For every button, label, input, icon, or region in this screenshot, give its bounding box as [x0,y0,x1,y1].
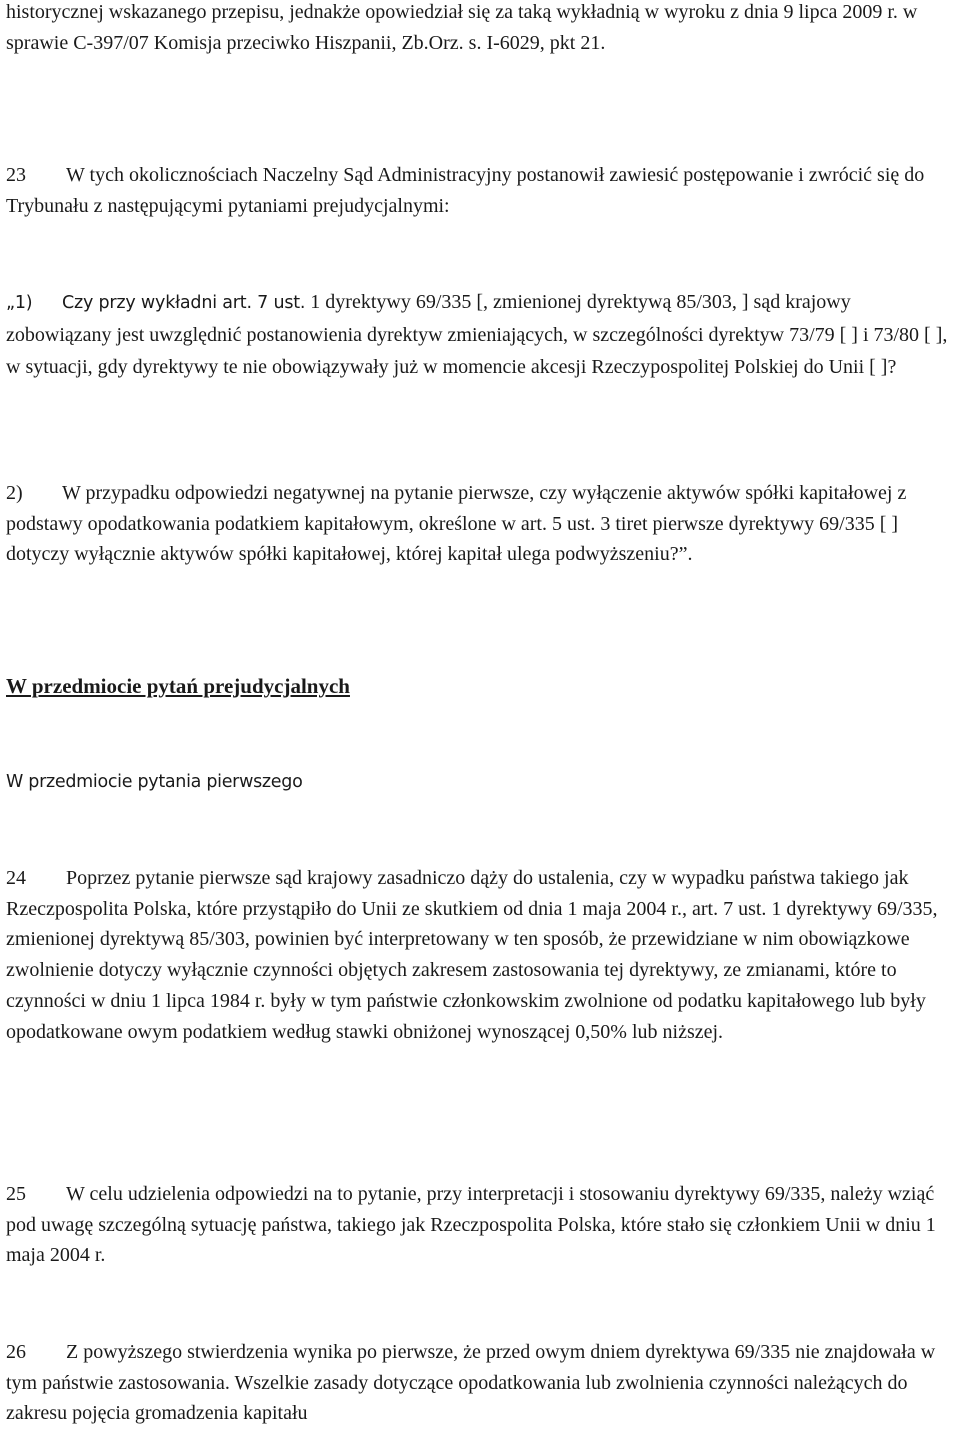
paragraph-25 [6,1179,956,1271]
paragraph-text: W celu udzielenia odpowiedzi na to pytanie, przy interpretacji i stosowaniu dyrektywy 69/335, należy wziąć pod uwagę szczególną sytuację państwa, takiego jak Rzeczpospolita Polska, które stało się członkiem Unii w dniu 1 maja 2004 r. [6,1183,936,1267]
subsection-heading: W przedmiocie pytania pierwszego [6,772,303,792]
paragraph-number: 26 [6,1341,26,1363]
question-text: W przypadku odpowiedzi negatywnej na pytanie pierwsze, czy wyłączenie aktywów spółki kapitałowej z podstawy opodatkowania podatkiem kapitałowym, określone w art. 5 ust. 3 tiret pierwsze dyrektywy 69/335 [ ] dotyczy wyłącznie aktywów spółki kapitałowej, której kapitał ulega podwyższeniu?”. [6,482,907,566]
paragraph-text: W tych okolicznościach Naczelny Sąd Administracyjny postanowił zawiesić postępowanie i zwrócić się do Trybunału z następującymi pytaniami prejudycjalnymi: [6,164,925,217]
paragraph-number: 25 [6,1183,26,1205]
question-number: „1) [6,293,33,313]
paragraph-number: 24 [6,867,26,889]
question-number: 2) [6,482,23,504]
paragraph-26 [6,1337,956,1429]
question-text: 1 dyrektywy 69/335 [, zmienionej dyrektywą 85/303, ] sąd krajowy zobowiązany jest uwzględnić postanowienia dyrektyw zmieniających, w szczególności dyrektyw 73/79 [ ] i 73/80 [ ], w sytuacji, gdy dyrektywy te nie obowiązywały już w momencie akcesji Rzeczypospolitej Polskiej do Unii [ ]? [6,291,948,379]
paragraph-text: Poprzez pytanie pierwsze sąd krajowy zasadniczo dąży do ustalenia, czy w wypadku państwa takiego jak Rzeczpospolita Polska, które przystąpiło do Unii ze skutkiem od dnia 1 maja 2004 r., art. 7 ust. 1 dyrektywy 69/335, zmienionej dyrektywą 85/303, powinien być interpretowany w ten sposób, że przewidziane w nim obowiązkowe zwolnienie dotyczy wyłącznie czynności objętych zakresem zastosowania tej dyrektywy, ze zmianami, które to czynności w dniu 1 lipca 1984 r. były w tym państwie członkowskim zwolnione od podatku kapitałowego lub były opodatkowane owym podatkiem według stawki obniżonej wynoszącej 0,50% lub niższej. [6,867,938,1043]
section-heading: W przedmiocie pytań prejudycjalnych [6,674,350,698]
question-text-lead: Czy przy wykładni art. 7 ust. [62,293,306,313]
question-1 [6,287,956,385]
question-2 [6,478,956,570]
paragraph-text: Z powyższego stwierdzenia wynika po pierwsze, że przed owym dniem dyrektywa 69/335 nie znajdowała w tym państwie zastosowania. Wszelkie zasady dotyczące opodatkowania lub zwolnienia czynności należących do zakresu pojęcia gromadzenia kapitału [6,1341,936,1425]
paragraph-24 [6,863,956,1047]
intro-paragraph: historycznej wskazanego przepisu, jednakże opowiedział się za taką wykładnią w wyroku z dnia 9 lipca 2009 r. w sprawie C‑397/07 Komisja przeciwko Hiszpanii, Zb.Orz. s. I‑6029, pkt 21. [6,1,918,54]
paragraph-number: 23 [6,164,26,186]
paragraph-23 [6,160,956,221]
